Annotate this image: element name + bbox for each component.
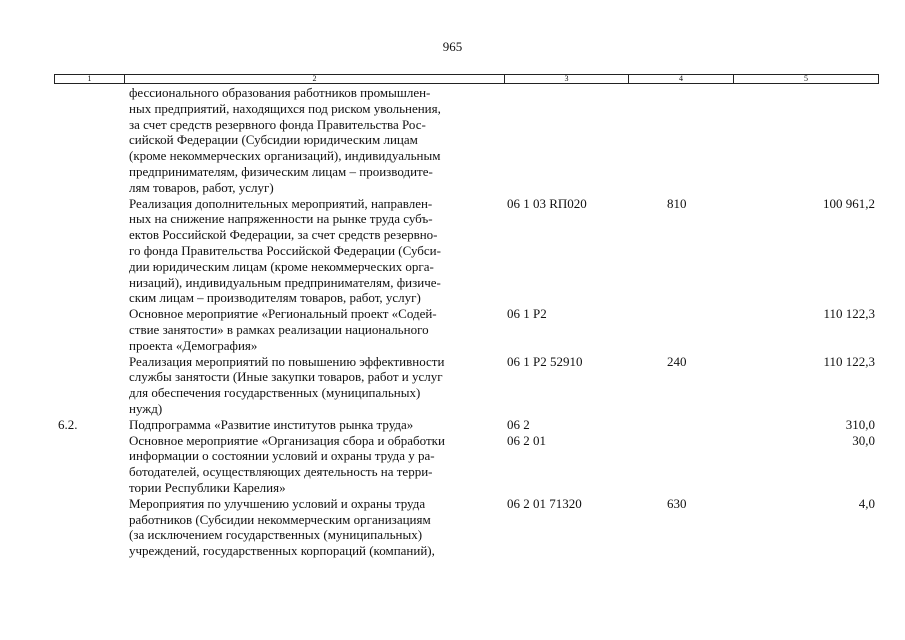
row-sum: 110 122,3: [823, 353, 875, 369]
description-line: фессионального образования работников промышлен-: [129, 85, 431, 100]
description-line: работников (Субсидии некоммерческим организациям: [129, 511, 431, 527]
header-col-2: 2: [124, 75, 504, 83]
description-line: проекта «Демография»: [129, 337, 258, 353]
description-line: информации о состоянии условий и охраны труда у ра-: [129, 448, 435, 464]
description-line: ским лицам – производителям товаров, работ, услуг): [129, 290, 421, 306]
header-col-1: 1: [87, 74, 92, 83]
table-row: [0, 85, 905, 196]
description-line: Реализация мероприятий по повышению эффективности: [129, 353, 445, 369]
table-row: [0, 417, 905, 433]
row-description: [129, 85, 495, 196]
description-line: учреждений, государственных корпораций (компаний),: [129, 543, 435, 559]
page-number: 965: [442, 39, 463, 54]
row-sum: 110 122,3: [823, 306, 875, 322]
row-number: 6.2.: [58, 416, 78, 432]
row-code: 06 1 P2: [507, 306, 547, 322]
description-line: (кроме некоммерческих организаций), индивидуальным: [129, 148, 441, 164]
description-line: для обеспечения государственных (муниципальных): [129, 385, 421, 401]
table-row: [0, 196, 905, 307]
row-description: [129, 496, 495, 559]
row-sum: 100 961,2: [823, 195, 875, 211]
description-line: ных на снижение напряженности на рынке труда субъ-: [129, 211, 433, 227]
row-sum: 310,0: [845, 416, 875, 432]
description-line: Основное мероприятие «Организация сбора и обработки: [129, 432, 445, 448]
row-expense-type: 810: [667, 195, 687, 211]
description-line: сийской Федерации (Субсидии юридическим лицам: [129, 132, 418, 148]
row-description: [129, 433, 495, 496]
description-line: Реализация дополнительных мероприятий, направлен-: [129, 195, 433, 211]
table-row: [0, 433, 905, 496]
row-description: [129, 196, 495, 307]
description-line: лям товаров, работ, услуг): [129, 179, 274, 195]
description-line: го фонда Правительства Российской Федерации (Субси-: [129, 242, 441, 258]
row-code: 06 1 03 RП020: [507, 195, 587, 211]
description-line: (за исключением государственных (муниципальных): [129, 527, 423, 543]
row-sum: 30,0: [852, 432, 875, 448]
description-line: ствие занятости» в рамках реализации национального: [129, 321, 429, 337]
row-sum: 4,0: [858, 495, 875, 511]
row-description: [129, 306, 495, 353]
table-row: [0, 496, 905, 559]
row-code: 06 2 01 71320: [507, 495, 582, 511]
table-row: [0, 306, 905, 353]
header-col-4: 4: [628, 75, 733, 83]
description-line: ектов Российской Федерации, за счет средств резервно-: [129, 227, 438, 243]
row-code: 06 1 P2 52910: [507, 353, 583, 369]
description-line: предпринимателям, физическим лицам – производите-: [129, 163, 433, 179]
row-code: 06 2 01: [507, 432, 546, 448]
description-line: службы занятости (Иные закупки товаров, работ и услуг: [129, 369, 443, 385]
description-line: ных предприятий, находящихся под риском увольнения,: [129, 100, 441, 116]
row-description: [129, 417, 495, 433]
header-col-3: 3: [504, 75, 628, 83]
table-header-row: [54, 74, 879, 84]
description-line: за счет средств резервного фонда Правительства Рос-: [129, 116, 426, 132]
description-line: низаций), индивидуальным предпринимателям, физиче-: [129, 274, 441, 290]
description-line: нужд): [129, 400, 163, 416]
row-expense-type: 630: [667, 495, 687, 511]
description-line: Мероприятия по улучшению условий и охраны труда: [129, 495, 426, 511]
header-col-5: 5: [733, 75, 878, 83]
description-line: ботодателей, осуществляющих деятельность на терри-: [129, 464, 433, 480]
row-description: [129, 354, 495, 417]
description-line: дии юридическим лицам (кроме некоммерческих орга-: [129, 258, 434, 274]
description-line: тории Республики Карелия»: [129, 479, 286, 495]
description-line: Основное мероприятие «Региональный проект «Содей-: [129, 306, 437, 322]
table-row: [0, 354, 905, 417]
table-body: [0, 85, 905, 559]
row-code: 06 2: [507, 416, 530, 432]
description-line: Подпрограмма «Развитие институтов рынка труда»: [129, 416, 414, 432]
row-expense-type: 240: [667, 353, 687, 369]
